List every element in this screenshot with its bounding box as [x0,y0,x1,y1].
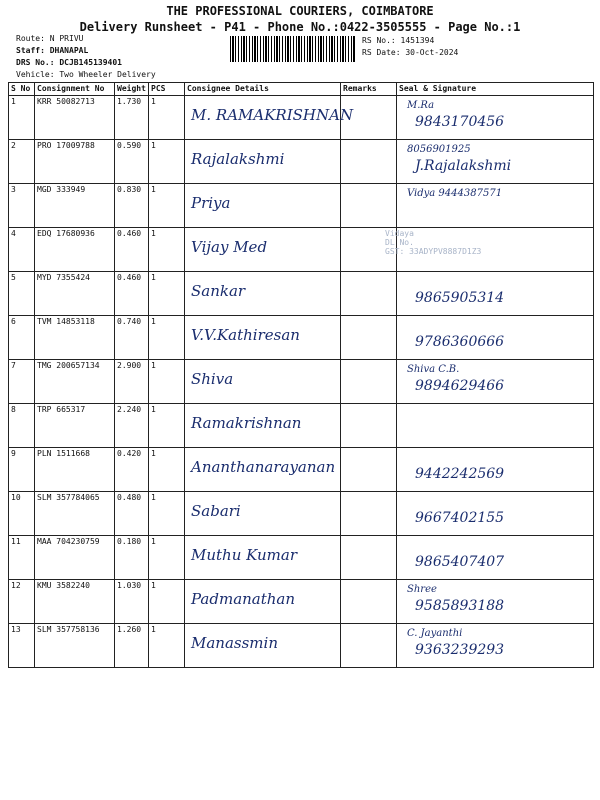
signature-handwriting: Vidya 9444387571 [407,188,503,199]
weight-cell: 0.420 [115,448,149,492]
table-row [9,624,594,668]
consignee-cell [185,536,341,580]
table-row [9,184,594,228]
pcs-cell: 1 [149,184,185,228]
sno-cell: 8 [9,404,35,448]
consignment-cell: SLM 357758136 [35,624,115,668]
consignee-handwriting: Padmanathan [191,590,296,608]
sno-cell: 1 [9,96,35,140]
col-header-consignment: Consignment No [35,83,115,96]
consignment-cell: TMG 200657134 [35,360,115,404]
remarks-cell [341,140,397,184]
sno-cell: 7 [9,360,35,404]
drs-line [16,58,122,67]
signature-cell [397,404,594,448]
col-header-weight: Weight [115,83,149,96]
remarks-cell [341,316,397,360]
col-header-consignee: Consignee Details [185,83,341,96]
table-header-row [9,83,594,96]
consignee-cell [185,360,341,404]
runsheet-subtitle: Delivery Runsheet - P41 - Phone No.:0422-3505555 - Page No.:1 [79,20,521,34]
table-row [9,316,594,360]
signature-handwriting: 8056901925 [407,144,471,155]
pcs-cell: 1 [149,316,185,360]
staff-value: DHANAPAL [49,46,89,55]
consignee-handwriting: Ramakrishnan [191,414,302,432]
consignee-cell [185,316,341,360]
staff-line [16,46,88,55]
phone-handwriting: J.Rajalakshmi [415,158,512,174]
consignee-handwriting: Rajalakshmi [191,150,285,168]
consignee-handwriting: Shiva [191,370,234,388]
sno-cell: 3 [9,184,35,228]
company-title: THE PROFESSIONAL COURIERS, COIMBATORE [166,4,434,18]
table-row [9,96,594,140]
runsheet-table [8,82,594,668]
remarks-cell [341,272,397,316]
pcs-cell: 1 [149,536,185,580]
table-row [9,360,594,404]
weight-cell: 0.460 [115,272,149,316]
table-row [9,404,594,448]
weight-cell: 1.030 [115,580,149,624]
signature-cell [397,184,594,228]
rs-no-line [362,36,434,45]
pcs-cell: 1 [149,448,185,492]
consignment-cell: EDQ 17680936 [35,228,115,272]
consignee-cell [185,272,341,316]
route-value: N PRIVU [49,34,84,43]
consignment-cell: TRP 665317 [35,404,115,448]
table-row [9,580,594,624]
consignee-handwriting: Priya [191,194,231,212]
consignee-cell [185,624,341,668]
remarks-cell [341,492,397,536]
signature-handwriting: C. Jayanthi [407,628,463,639]
signature-handwriting: Shiva C.B. [407,364,460,375]
phone-handwriting: 9786360666 [415,334,505,350]
consignee-cell [185,448,341,492]
consignee-cell [185,492,341,536]
weight-cell: 2.240 [115,404,149,448]
sno-cell: 10 [9,492,35,536]
pcs-cell: 1 [149,272,185,316]
pcs-cell: 1 [149,96,185,140]
table-row [9,492,594,536]
consignee-cell [185,404,341,448]
phone-handwriting: 9865407407 [415,554,505,570]
signature-cell [397,580,594,624]
phone-handwriting: 9363239293 [415,642,505,658]
remarks-cell [341,624,397,668]
consignee-cell [185,96,354,140]
pcs-cell: 1 [149,624,185,668]
sno-cell: 6 [9,316,35,360]
weight-cell: 1.730 [115,96,149,140]
remarks-cell [341,404,397,448]
barcode-image [230,36,356,62]
weight-cell: 0.830 [115,184,149,228]
phone-handwriting: 9585893188 [415,598,505,614]
signature-cell [397,624,594,668]
pcs-cell: 1 [149,404,185,448]
consignee-handwriting: Ananthanarayanan [191,458,336,476]
sno-cell: 12 [9,580,35,624]
signature-cell [397,272,594,316]
pcs-cell: 1 [149,580,185,624]
phone-handwriting: 9667402155 [415,510,505,526]
consignment-cell: TVM 14853118 [35,316,115,360]
phone-handwriting: 9865905314 [415,290,505,306]
rs-date-label: RS Date: [362,48,401,57]
consignee-handwriting: Sabari [191,502,241,520]
consignee-handwriting: Sankar [191,282,246,300]
pcs-cell: 1 [149,228,185,272]
route-label: Route: [16,34,45,43]
sno-cell: 4 [9,228,35,272]
phone-handwriting: 9843170456 [415,114,505,130]
phone-handwriting: 9894629466 [415,378,505,394]
table-body [9,96,594,668]
consignee-handwriting: V.V.Kathiresan [191,326,300,344]
consignee-cell [185,580,341,624]
table-row [9,272,594,316]
col-header-remarks: Remarks [341,83,397,96]
consignee-cell [185,184,341,228]
consignment-cell: SLM 357784065 [35,492,115,536]
remarks-cell [341,448,397,492]
col-header-pcs: PCS [149,83,185,96]
sno-cell: 11 [9,536,35,580]
remarks-cell [341,184,397,228]
drs-value: DCJB145139401 [59,58,122,67]
vehicle-value: Two Wheeler Delivery [59,70,156,79]
pcs-cell: 1 [149,360,185,404]
seal-stamp [385,229,535,263]
signature-cell [397,96,594,140]
remarks-cell [341,580,397,624]
rs-no-label: RS No.: [362,36,396,45]
weight-cell: 0.480 [115,492,149,536]
consignment-cell: KRR 50082713 [35,96,115,140]
weight-cell: 0.460 [115,228,149,272]
signature-cell [397,140,594,184]
phone-handwriting: 9442242569 [415,466,505,482]
consignment-cell: KMU 3582240 [35,580,115,624]
drs-label: DRS No.: [16,58,55,67]
remarks-cell [341,360,397,404]
weight-cell: 1.260 [115,624,149,668]
sno-cell: 9 [9,448,35,492]
weight-cell: 0.590 [115,140,149,184]
signature-cell [397,360,594,404]
consignment-cell: PLN 1511668 [35,448,115,492]
pcs-cell: 1 [149,492,185,536]
remarks-cell [341,96,397,140]
staff-label: Staff: [16,46,45,55]
rs-date-value: 30-Oct-2024 [405,48,459,57]
rs-date-line [362,48,458,57]
consignee-cell [185,228,341,272]
pcs-cell: 1 [149,140,185,184]
vehicle-line [16,70,156,79]
weight-cell: 2.900 [115,360,149,404]
weight-cell: 0.180 [115,536,149,580]
signature-cell [397,492,594,536]
table-row [9,448,594,492]
consignment-cell: PRO 17009788 [35,140,115,184]
consignment-cell: MGD 333949 [35,184,115,228]
signature-cell [397,536,594,580]
col-header-signature: Seal & Signature [397,83,594,96]
route-line [16,34,83,43]
consignee-cell [185,140,341,184]
consignee-handwriting: M. RAMAKRISHNAN [191,106,354,124]
signature-handwriting: Shree [407,584,437,595]
sno-cell: 13 [9,624,35,668]
consignee-handwriting: Muthu Kumar [191,546,298,564]
col-header-sno: S No [9,83,35,96]
consignee-handwriting: Vijay Med [191,238,268,256]
signature-handwriting: M.Ra [407,100,435,111]
consignment-cell: MAA 704230759 [35,536,115,580]
remarks-cell [341,536,397,580]
signature-cell [397,448,594,492]
table-row [9,536,594,580]
sno-cell: 5 [9,272,35,316]
signature-cell [397,316,594,360]
vehicle-label: Vehicle: [16,70,55,79]
consignee-handwriting: Manassmin [191,634,278,652]
weight-cell: 0.740 [115,316,149,360]
rs-no-value: 1451394 [400,36,435,45]
stamp-line-3: GST: 33ADYPV8887D1Z3 [385,247,482,256]
sno-cell: 2 [9,140,35,184]
consignment-cell: MYD 7355424 [35,272,115,316]
stamp-line-1: Vidaya [385,229,414,238]
stamp-line-2: DL No. [385,238,414,247]
table-row [9,140,594,184]
